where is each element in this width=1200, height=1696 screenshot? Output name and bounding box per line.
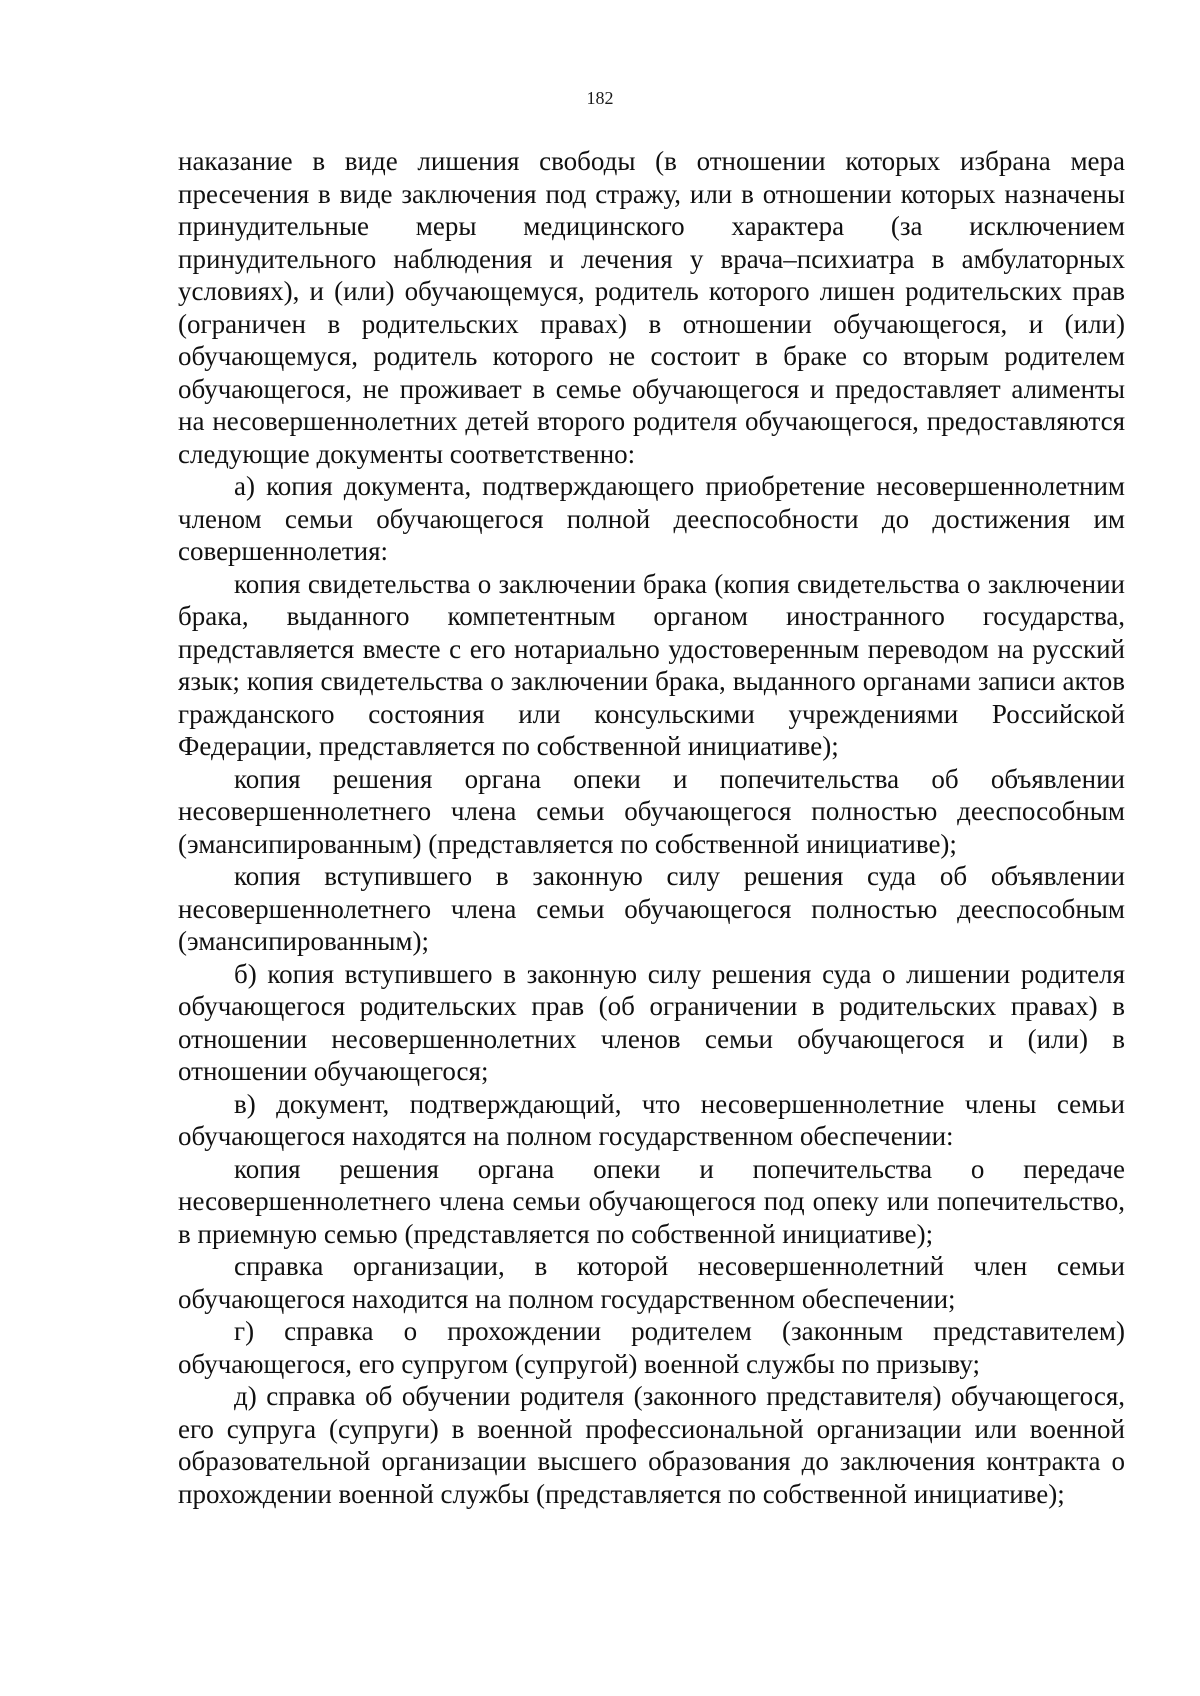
paragraph-item-b: б) копия вступившего в законную силу решения суда о лишении родителя обучающегося родительских прав (об ограничении в родительских правах) в отношении несовершеннолетних членов семьи обучающегося и (или) в отношении обучающегося; [178,958,1125,1086]
document-body [178,145,1125,1510]
paragraph-guardianship-transfer: копия решения органа опеки и попечительства о передаче несовершеннолетнего члена семьи обучающегося под опеку или попечительство, в приемную семью (представляется по собственной инициативе); [178,1153,1125,1249]
page-number: 182 [586,88,614,108]
paragraph-marriage-certificate: копия свидетельства о заключении брака (копия свидетельства о заключении брака, выданного компетентным органом иностранного государства, представляется вместе с его нотариально удостоверенным переводом на русский язык; копия свидетельства о заключении брака, выданного органами записи актов гражданского состояния или консульскими учреждениями Российской Федерации, представляется по собственной инициативе); [178,568,1125,761]
paragraph-court-emancipation: копия вступившего в законную силу решения суда об объявлении несовершеннолетнего члена семьи обучающегося полностью дееспособным (эмансипированным); [178,861,1125,956]
paragraph-continuation: наказание в виде лишения свободы (в отношении которых избрана мера пресечения в виде заключения под стражу, или в отношении которых назначены принудительные меры медицинского характера (за исключением принудительного наблюдения и лечения у врача–психиатра в амбулаторных условиях), и (или) обучающемуся, родитель которого лишен родительских прав (ограничен в родительских правах) в отношении обучающегося, и (или) обучающемуся, родитель которого не состоит в браке со вторым родителем обучающегося, не проживает в семье обучающегося и предоставляет алименты на несовершеннолетних детей второго родителя обучающегося, предоставляются следующие документы соответственно: [178,146,1125,469]
paragraph-state-support: справка организации, в которой несовершеннолетний член семьи обучающегося находится на полном государственном обеспечении; [178,1251,1125,1314]
paragraph-item-a: а) копия документа, подтверждающего приобретение несовершеннолетним членом семьи обучающегося полной дееспособности до достижения им совершеннолетия: [178,471,1125,566]
paragraph-item-d: д) справка об обучении родителя (законного представителя) обучающегося, его супруга (супруги) в военной профессиональной организации или военной образовательной организации высшего образования до заключения контракта о прохождении военной службы (представляется по собственной инициативе); [178,1381,1125,1509]
paragraph-item-g: г) справка о прохождении родителем (законным представителем) обучающегося, его супругом (супругой) военной службы по призыву; [178,1316,1125,1379]
paragraph-item-v: в) документ, подтверждающий, что несовершеннолетние члены семьи обучающегося находятся на полном государственном обеспечении: [178,1088,1125,1151]
paragraph-guardianship-decision: копия решения органа опеки и попечительства об объявлении несовершеннолетнего члена семьи обучающегося полностью дееспособным (эмансипированным) (представляется по собственной инициативе); [178,763,1125,859]
